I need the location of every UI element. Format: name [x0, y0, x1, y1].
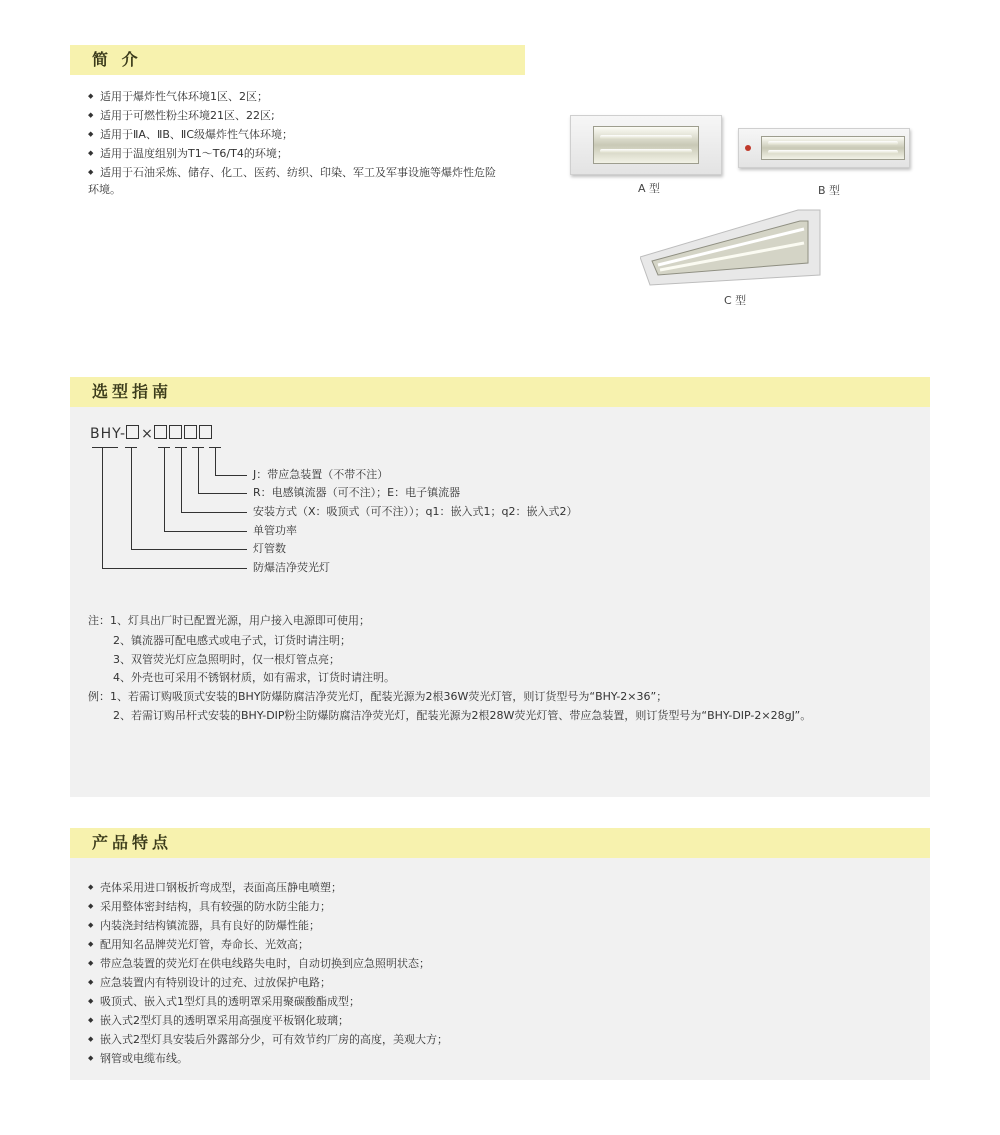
annotation-product: 防爆洁净荧光灯 — [253, 561, 330, 574]
lamp-type-b-image — [738, 128, 910, 168]
feature-item: ◆ 采用整体密封结构，具有较强的防水防尘能力； — [88, 897, 908, 916]
placeholder-box — [169, 425, 182, 439]
intro-item: ◆ 适用于石油采炼、储存、化工、医药、纺织、印染、军工及军事设施等爆炸性危险 — [88, 163, 538, 182]
feature-item: ◆ 嵌入式2型灯具的透明罩采用高强度平板钢化玻璃； — [88, 1011, 908, 1030]
feature-item: ◆ 壳体采用进口钢板折弯成型，表面高压静电喷塑； — [88, 878, 908, 897]
guide-header — [70, 377, 930, 407]
note-line: 注：1、灯具出厂时已配置光源，用户接入电源即可使用； — [88, 614, 370, 627]
guide-panel — [70, 407, 930, 797]
annotation-ballast: R：电感镇流器（可不注）；E：电子镇流器 — [253, 486, 461, 499]
annotation-tube-count: 灯管数 — [253, 542, 286, 555]
note-line: 3、双管荧光灯应急照明时，仅一根灯管点亮； — [113, 653, 340, 666]
placeholder-box — [184, 425, 197, 439]
feature-item: ◆ 钢管或电缆布线。 — [88, 1049, 908, 1068]
underline — [92, 447, 118, 448]
model-times: × — [141, 426, 154, 442]
model-code — [90, 425, 214, 442]
example-line: 例：1、若需订购吸顶式安装的BHY防爆防腐洁净荧光灯，配装光源为2根36W荧光灯管，则订货型号为“BHY-2×36”； — [88, 690, 668, 703]
placeholder-box — [126, 425, 139, 439]
example-line: 2、若需订购吊杆式安装的BHY-DIP粉尘防爆防腐洁净荧光灯，配装光源为2根28W荧光灯管、带应急装置，则订货型号为“BHY-DIP-2×28gJ”。 — [113, 709, 812, 722]
feature-item: ◆ 应急装置内有特别设计的过充、过放保护电路； — [88, 973, 908, 992]
lamp-type-a-image — [570, 115, 722, 175]
annotation-install: 安装方式（X：吸顶式（可不注））；q1：嵌入式1；q2：嵌入式2） — [253, 505, 578, 518]
lamp-type-c-caption: C 型 — [724, 294, 747, 307]
note-line: 4、外壳也可采用不锈钢材质，如有需求，订货时请注明。 — [113, 671, 395, 684]
intro-item: ◆ 适用于ⅡA、ⅡB、ⅡC级爆炸性气体环境； — [88, 125, 538, 144]
note-line: 2、镇流器可配电感式或电子式，订货时请注明； — [113, 634, 351, 647]
feature-item: ◆ 嵌入式2型灯具安装后外露部分少，可有效节约厂房的高度，美观大方； — [88, 1030, 908, 1049]
indicator-dot-icon — [745, 145, 751, 151]
placeholder-box — [154, 425, 167, 439]
feature-item: ◆ 带应急装置的荧光灯在供电线路失电时，自动切换到应急照明状态； — [88, 954, 908, 973]
intro-item-continuation: 环境。 — [88, 183, 121, 196]
placeholder-box — [199, 425, 212, 439]
lamp-type-c-image — [640, 205, 830, 290]
intro-list — [88, 87, 538, 182]
intro-item: ◆ 适用于温度组别为T1～T6/T4的环境； — [88, 144, 538, 163]
feature-item: ◆ 吸顶式、嵌入式1型灯具的透明罩采用聚碳酸酯成型； — [88, 992, 908, 1011]
features-title: 产品特点 — [92, 833, 173, 852]
annotation-power: 单管功率 — [253, 524, 297, 537]
feature-item: ◆ 配用知名品牌荧光灯管，寿命长、光效高； — [88, 935, 908, 954]
lamp-type-a-caption: A 型 — [638, 182, 661, 195]
feature-item: ◆ 内装浇封结构镇流器，具有良好的防爆性能； — [88, 916, 908, 935]
guide-title: 选型指南 — [92, 382, 173, 401]
features-list — [88, 878, 908, 1068]
features-header — [70, 828, 930, 858]
intro-item: ◆ 适用于可燃性粉尘环境21区、22区; — [88, 106, 538, 125]
intro-title: 简 介 — [92, 50, 142, 69]
annotation-j: J：带应急装置（不带不注） — [253, 468, 389, 481]
intro-item: ◆ 适用于爆炸性气体环境1区、2区； — [88, 87, 538, 106]
lamp-type-b-caption: B 型 — [818, 184, 841, 197]
intro-header — [70, 45, 525, 75]
model-prefix: BHY- — [90, 426, 127, 442]
